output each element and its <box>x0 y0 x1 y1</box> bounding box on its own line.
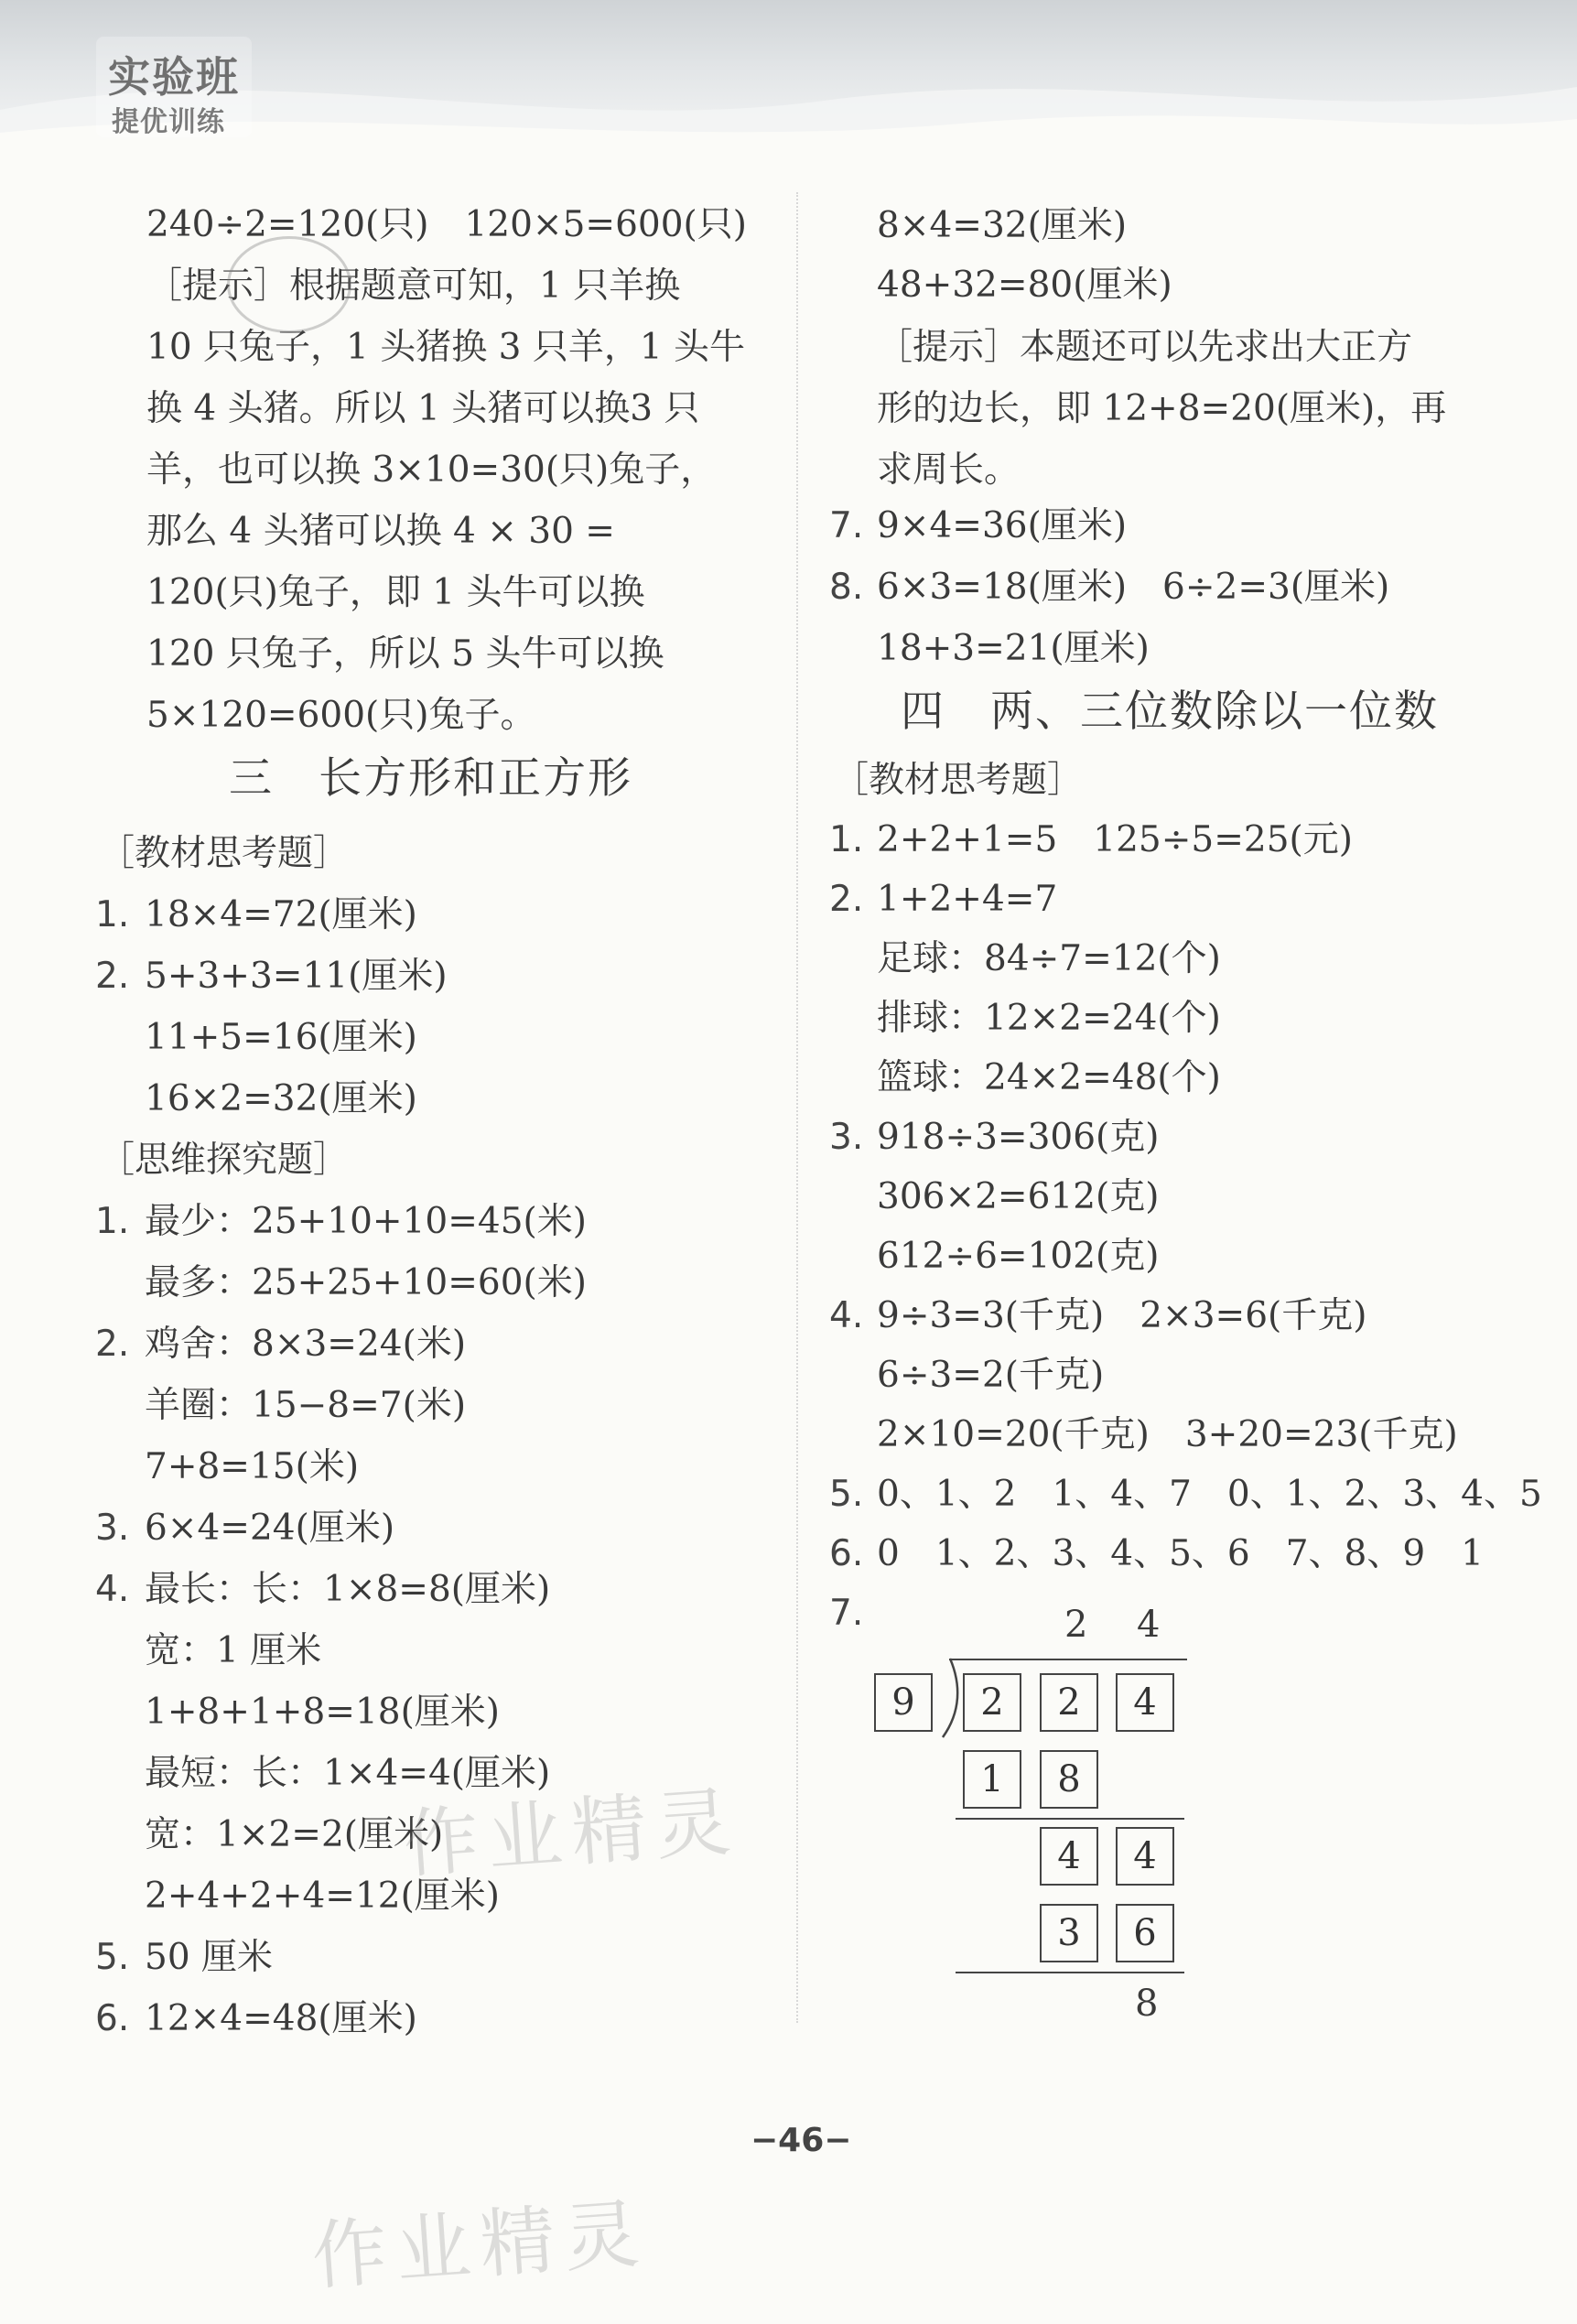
subtraction-line <box>956 1818 1184 1820</box>
item-number: 4. <box>95 1569 130 1610</box>
text-line: 120(只)兔子，即 1 头牛可以换 <box>146 572 645 613</box>
answer-line: 2×10=20(千克) 3+20=23(千克) <box>877 1414 1458 1455</box>
divisor-box: 9 <box>874 1673 933 1732</box>
brand-subtitle: 提优训练 <box>112 106 225 138</box>
item-number: 2. <box>829 879 864 920</box>
answer-line: 最多：25+25+10=60(米) <box>145 1262 587 1303</box>
text-line: 羊，也可以换 3×10=30(只)兔子， <box>146 449 717 491</box>
step-digit-box: 3 <box>1040 1904 1098 1962</box>
text-line: 240÷2=120(只) 120×5=600(只) <box>146 204 747 245</box>
answer-line: 9×4=36(厘米) <box>877 505 1128 546</box>
item-number: 5. <box>829 1474 864 1515</box>
item-number: 7. <box>829 1593 864 1634</box>
subtraction-line <box>956 1972 1184 1973</box>
hint-line: ［提示］本题还可以先求出大正方 <box>877 327 1413 368</box>
answer-line: 6÷3=2(千克) <box>877 1355 1105 1396</box>
answer-line: 12×4=48(厘米) <box>145 1998 417 2039</box>
text-line: 形的边长，即 12+8=20(厘米)，再 <box>877 388 1447 429</box>
item-number: 1. <box>95 894 130 935</box>
answer-line: 鸡舍：8×3=24(米) <box>145 1324 467 1365</box>
section-heading: 四 两、三位数除以一位数 <box>901 686 1439 737</box>
answer-line: 0 1、2、3、4、5、6 7、8、9 1 <box>877 1533 1484 1574</box>
subsection-label: ［教材思考题］ <box>833 760 1084 801</box>
watermark-text: 作业精灵 <box>400 1778 743 1889</box>
step-digit-box: 6 <box>1116 1904 1174 1962</box>
answer-line: 16×2=32(厘米) <box>145 1078 417 1119</box>
dividend-digit-box: 2 <box>1040 1673 1098 1732</box>
text-line: 120 只兔子，所以 5 头牛可以换 <box>146 633 664 675</box>
text-line: 5×120=600(只)兔子。 <box>146 695 536 736</box>
answer-line: 1+2+4=7 <box>877 879 1058 920</box>
item-number: 8. <box>829 567 864 608</box>
section-heading: 三 长方形和正方形 <box>229 753 632 804</box>
quotient-digit: 2 <box>1064 1604 1088 1646</box>
answer-line: 宽：1×2=2(厘米) <box>145 1814 444 1855</box>
answer-line: 0、1、2 1、4、7 0、1、2、3、4、5 <box>877 1474 1542 1515</box>
column-divider <box>796 192 798 2023</box>
answer-line: 1+8+1+8=18(厘米) <box>145 1692 501 1733</box>
step-digit-box: 4 <box>1040 1827 1098 1886</box>
answer-line: 612÷6=102(克) <box>877 1236 1160 1277</box>
answer-line: 羊圈：15−8=7(米) <box>145 1385 467 1426</box>
answer-line: 7+8=15(米) <box>145 1446 360 1487</box>
item-number: 2. <box>95 956 130 997</box>
division-bar <box>949 1659 1187 1660</box>
division-bracket <box>937 1657 961 1739</box>
item-number: 6. <box>829 1533 864 1574</box>
answer-line: 最长：长：1×8=8(厘米) <box>145 1569 551 1610</box>
answer-line: 8×4=32(厘米) <box>877 205 1128 246</box>
answer-line: 6×3=18(厘米) 6÷2=3(厘米) <box>877 567 1390 608</box>
answer-line: 9÷3=3(千克) 2×3=6(千克) <box>877 1295 1367 1336</box>
item-number: 3. <box>95 1508 130 1549</box>
answer-line: 足球：84÷7=12(个) <box>877 938 1221 979</box>
answer-line: 50 厘米 <box>145 1937 274 1978</box>
subsection-label: ［思维探究题］ <box>99 1140 350 1181</box>
answer-line: 最少：25+10+10=45(米) <box>145 1201 587 1242</box>
answer-line: 306×2=612(克) <box>877 1176 1160 1217</box>
dividend-digit-box: 2 <box>963 1673 1021 1732</box>
text-line: 10 只兔子，1 头猪换 3 只羊，1 头牛 <box>146 327 746 368</box>
answer-line: 宽：1 厘米 <box>145 1630 322 1671</box>
dividend-digit-box: 4 <box>1116 1673 1174 1732</box>
page-number: −46− <box>751 2122 852 2159</box>
hint-line: ［提示］根据题意可知，1 只羊换 <box>146 265 681 307</box>
answer-line: 18+3=21(厘米) <box>877 628 1150 669</box>
step-digit-box: 8 <box>1040 1750 1098 1809</box>
remainder-digit: 8 <box>1135 1983 1159 2025</box>
answer-line: 11+5=16(厘米) <box>145 1017 417 1058</box>
item-number: 3. <box>829 1117 864 1158</box>
subsection-label: ［教材思考题］ <box>99 833 350 874</box>
item-number: 7. <box>829 505 864 546</box>
answer-line: 5+3+3=11(厘米) <box>145 956 448 997</box>
answer-line: 6×4=24(厘米) <box>145 1508 395 1549</box>
answer-line: 2+4+2+4=12(厘米) <box>145 1875 501 1917</box>
answer-line: 排球：12×2=24(个) <box>877 998 1221 1039</box>
item-number: 5. <box>95 1937 130 1978</box>
watermark-text: 作业精灵 <box>308 2190 652 2301</box>
brand-title: 实验班 <box>108 52 240 102</box>
answer-line: 2+2+1=5 125÷5=25(元) <box>877 819 1353 860</box>
answer-line: 48+32=80(厘米) <box>877 265 1172 306</box>
answer-line: 18×4=72(厘米) <box>145 894 417 935</box>
item-number: 2. <box>95 1324 130 1365</box>
item-number: 6. <box>95 1998 130 2039</box>
text-line: 求周长。 <box>877 449 1021 491</box>
answer-line: 918÷3=306(克) <box>877 1117 1160 1158</box>
answer-line: 最短：长：1×4=4(厘米) <box>145 1753 551 1794</box>
step-digit-box: 1 <box>963 1750 1021 1809</box>
answer-line: 篮球：24×2=48(个) <box>877 1057 1221 1098</box>
text-line: 那么 4 头猪可以换 4 × 30 = <box>146 511 615 552</box>
quotient-digit: 4 <box>1137 1604 1161 1646</box>
item-number: 4. <box>829 1295 864 1336</box>
stamp-mark <box>227 236 351 333</box>
text-line: 换 4 头猪。所以 1 头猪可以换3 只 <box>146 388 700 429</box>
step-digit-box: 4 <box>1116 1827 1174 1886</box>
item-number: 1. <box>829 819 864 860</box>
item-number: 1. <box>95 1201 130 1242</box>
